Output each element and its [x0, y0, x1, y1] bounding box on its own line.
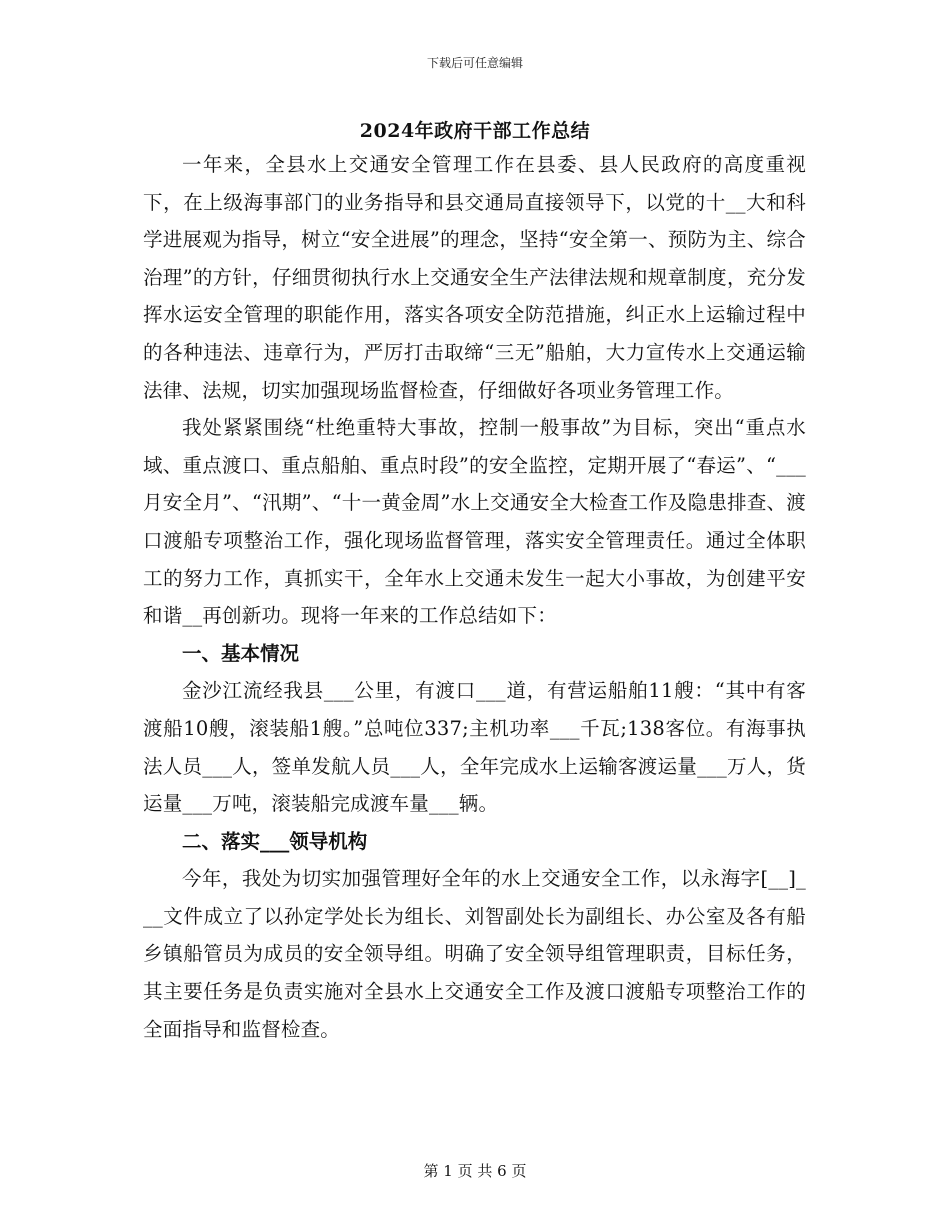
page-footer: 第 1 页 共 6 页: [423, 1162, 527, 1180]
page-header: 下载后可任意编辑: [426, 56, 523, 70]
paragraph-basic-info: 金沙江流经我县___公里，有渡口___道，有营运船舶11艘：“其中有客渡船10艘，滚装船1艘。”总吨位337;主机功率___千瓦;138客位。有海事执法人员___人，签单发航人员___人，全年完成水上运输客渡运量___万人，货运量___万吨，滚装船完成渡车量___辆。: [143, 679, 806, 816]
document-body: [143, 146, 806, 1048]
section-heading-leadership: 二、落实___领导机构: [182, 829, 368, 853]
paragraph-goals: 我处紧紧围绕“杜绝重特大事故，控制一般事故”为目标，突出“重点水域、重点渡口、重点船舶、重点时段”的安全监控，定期开展了“春运”、“___月安全月”、“汛期”、“十一黄金周”水上交通安全大检查工作及隐患排查、渡口渡船专项整治工作，强化现场监督管理，落实安全管理责任。通过全体职工的努力工作，真抓实干，全年水上交通未发生一起大小事故，为创建平安和谐__再创新功。现将一年来的工作总结如下：: [143, 416, 806, 628]
paragraph-leadership: 今年，我处为切实加强管理好全年的水上交通安全工作，以永海字[__]___文件成立了以孙定学处长为组长、刘智副处长为副组长、办公室及各有船乡镇船管员为成员的安全领导组。明确了安全领导组管理职责，目标任务，其主要任务是负责实施对全县水上交通安全工作及渡口渡船专项整治工作的全面指导和监督检查。: [143, 867, 806, 1041]
document-title: 2024年政府干部工作总结: [359, 120, 591, 142]
section-heading-basic-info: 一、基本情况: [182, 641, 300, 665]
paragraph-intro: 一年来，全县水上交通安全管理工作在县委、县人民政府的高度重视下，在上级海事部门的业务指导和县交通局直接领导下，以党的十__大和科学进展观为指导，树立“安全进展”的理念，坚持“安全第一、预防为主、综合治理”的方针，仔细贯彻执行水上交通安全生产法律法规和规章制度，充分发挥水运安全管理的职能作用，落实各项安全防范措施，纠正水上运输过程中的各种违法、违章行为，严厉打击取缔“三无”船舶，大力宣传水上交通运输法律、法规，切实加强现场监督检查，仔细做好各项业务管理工作。: [143, 153, 806, 402]
